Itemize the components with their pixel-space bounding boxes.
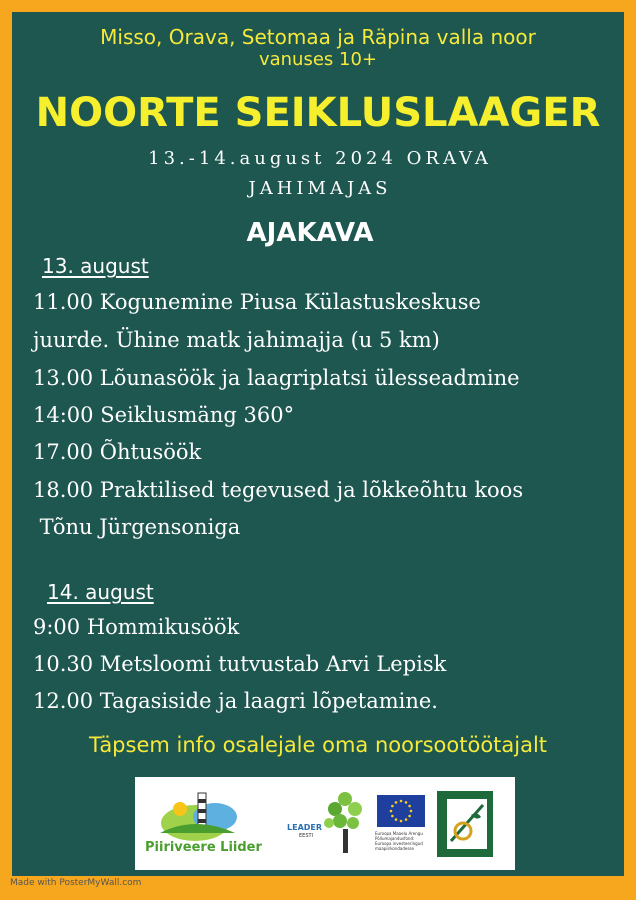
day1-line-2: juurde. Ühine matk jahimajja (u 5 km) [33, 328, 440, 352]
schedule-heading: AJAKAVA [246, 218, 374, 248]
day1-heading: 13. august [42, 254, 149, 278]
leader-tree-logo [315, 787, 375, 857]
audience-line-2: vanuses 10+ [258, 49, 378, 70]
audience-line-1: Misso, Orava, Setomaa ja Räpina valla noor [100, 25, 536, 49]
day1-line-1: 11.00 Kogunemine Piusa Külastuskeskuse [33, 290, 481, 314]
eu-flag-icon [377, 795, 425, 827]
day2-line-2: 10.30 Metsloomi tutvustab Arvi Lepisk [33, 652, 447, 676]
day1-line-7: Tõnu Jürgensoniga [33, 515, 241, 539]
eu-text-2: Põllumajandusfond: [375, 836, 415, 841]
date-line-2: JAHIMAJAS [248, 178, 392, 199]
sponsor-logos [135, 777, 515, 870]
leader-vertical-label: LEADER [431, 815, 438, 839]
day2-line-1: 9:00 Hommikusöök [33, 615, 240, 639]
day2-heading: 14. august [47, 580, 154, 604]
info-text: Täpsem info osalejale oma noorsootöötajalt [88, 733, 548, 757]
day1-line-6: 18.00 Praktilised tegevused ja lõkkeõhtu koos [33, 478, 524, 502]
day1-line-5: 17.00 Õhtusöök [33, 440, 202, 464]
leader-sub: EESTI [299, 833, 314, 839]
made-with-label: Made with PosterMyWall.com [10, 878, 142, 888]
day2-line-3: 12.00 Tagasiside ja laagri lõpetamine. [33, 689, 438, 713]
day1-line-4: 14:00 Seiklusmäng 360° [33, 403, 295, 427]
leader-square-logo [437, 791, 493, 857]
date-line-1: 13.-14.august 2024 ORAVA [148, 148, 492, 169]
piiriveere-liider-text: Piiriveere Liider [145, 840, 262, 855]
eu-text [375, 831, 435, 851]
eu-text-1: Euroopa Maaelu Arengu [375, 831, 423, 836]
day1-line-3: 13.00 Lõunasöök ja laagriplatsi ülesseadmine [33, 366, 520, 390]
poster-title: NOORTE SEIKLUSLAAGER [35, 90, 601, 136]
eu-text-3: Euroopa investeeringud [375, 841, 423, 846]
eu-text-4: maapiirkondadesse [375, 846, 414, 851]
leader-label: LEADER [287, 823, 323, 832]
